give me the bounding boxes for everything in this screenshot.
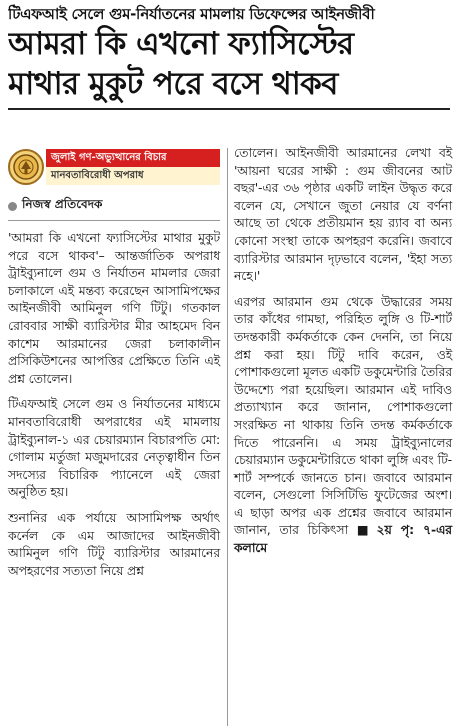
continued-link[interactable]: ২য় পৃ: ৭-এর কলামে — [234, 522, 452, 556]
section-banner — [8, 148, 220, 186]
kicker: টিএফআই সেলে গুম-নির্যাতনের মামলায় ডিফেন্সের আইনজীবী — [8, 5, 375, 23]
column-divider — [227, 148, 228, 726]
paragraph: তোলেন। আইনজীবী আরমানের লেখা বই 'আয়না ঘরের সাক্ষী : গুম জীবনের আট বছর'-এর ৩৬ পৃষ্ঠার একটি লাইন উদ্ধৃত করে বলেন যে, সেখানে জুতা নেয়ার যে বর্ণনা আছে তা থেকে প্রতীয়মান হয় র‍্যাব বা অন্য কোনো সংস্থা তাকে অপহরণ করেনি। জবাবে ব্যারিস্টার আরমান দৃঢ়ভাবে বলেন, 'ইহা সত্য নহে।' — [234, 145, 452, 284]
tribunal-seal-icon — [8, 149, 44, 185]
article-body — [8, 142, 450, 726]
banner-subtitle: মানবতাবিরোধী অপরাধ — [46, 167, 220, 185]
byline-text: নিজস্ব প্রতিবেদক — [22, 197, 103, 211]
paragraph: টিএফআই সেলে গুম ও নির্যাতনের মাধ্যমে মানবতাবিরোধী অপরাধের এই মামলায় ট্রাইব্যুনাল-১ এর চেয়ারম্যান বিচারপতি মো: গোলাম মর্তুজা মজুমদারের নেতৃত্বাধীন তিন সদস্যের বিচারিক প্যানেলে এই জেরা অনুষ্ঠিত হয়। — [8, 396, 220, 500]
banner-text — [46, 149, 220, 185]
paragraph: শুনানির এক পর্যায়ে আসামিপক্ষ অর্থাৎ কর্নেল কে এম আজাদের আইনজীবী আমিনুল গণি টিটু ব্যারিস্টার আরমানের অপহরণের সত্যতা নিয়ে প্রশ্ন — [8, 509, 220, 578]
headline-rule — [8, 108, 450, 110]
headline-line-2: মাথার মুকুট পরে বসে থাকব — [8, 66, 338, 102]
headline-line-1: আমরা কি এখনো ফ্যাসিস্টের — [8, 26, 354, 62]
column-right — [234, 142, 452, 726]
paragraph — [234, 293, 452, 557]
byline-rule — [8, 220, 220, 221]
column-left — [8, 142, 220, 726]
bullet-icon — [8, 202, 17, 211]
jump-marker: ■ — [356, 522, 374, 538]
paragraph: 'আমরা কি এখনো ফ্যাসিস্টের মাথার মুকুট পরে বসে থাকব'– আন্তর্জাতিক অপরাধ ট্রাইব্যুনালে গুম ও নির্যাতন মামলার জেরা চলাকালে এই মন্তব্য করেছেন আসামিপক্ষের আইনজীবী আমিনুল গণি টিটু। গতকাল রোববার সাক্ষী ব্যারিস্টার মীর আহমেদ বিন কাশেম আরমানের জেরা চলাকালীন প্রসিকিউশনের আপত্তির প্রেক্ষিতে তিনি এই প্রশ্ন তোলেন। — [8, 230, 220, 386]
byline — [8, 198, 220, 214]
paragraph-text: এরপর আরমান গুম থেকে উদ্ধারের সময় তার কাঁধের গামছা, পরিহিত লুঙ্গি ও টি-শার্ট তদন্তকারী কর্মকর্তাকে কেন দেননি, তা নিয়ে প্রশ্ন করা হয়। টিটু দাবি করেন, ওই পোশাকগুলো মূলত একটি ডকুমেন্টারি তৈরির উদ্দেশ্যে পরা হয়েছিল। আরমান এই দাবিও প্রত্যাখ্যান করে জানান, পোশাকগুলো সংরক্ষিত না থাকায় তিনি তদন্ত কর্মকর্তাকে দিতে পারেননি। এ সময় ট্রাইব্যুনালের চেয়ারম্যান ডকুমেন্টারিতে থাকা লুঙ্গি এবং টি-শার্ট সম্পর্কে জানতে চান। জবাবে আরমান বলেন, সেগুলো সিসিটিভি ফুটেজের অংশ। এ ছাড়া অপর এক প্রশ্নের জবাবে আরমান জানান, তার চিকিৎসা — [234, 293, 452, 538]
banner-title: জুলাই গণ-অভ্যুত্থানের বিচার — [46, 149, 220, 167]
